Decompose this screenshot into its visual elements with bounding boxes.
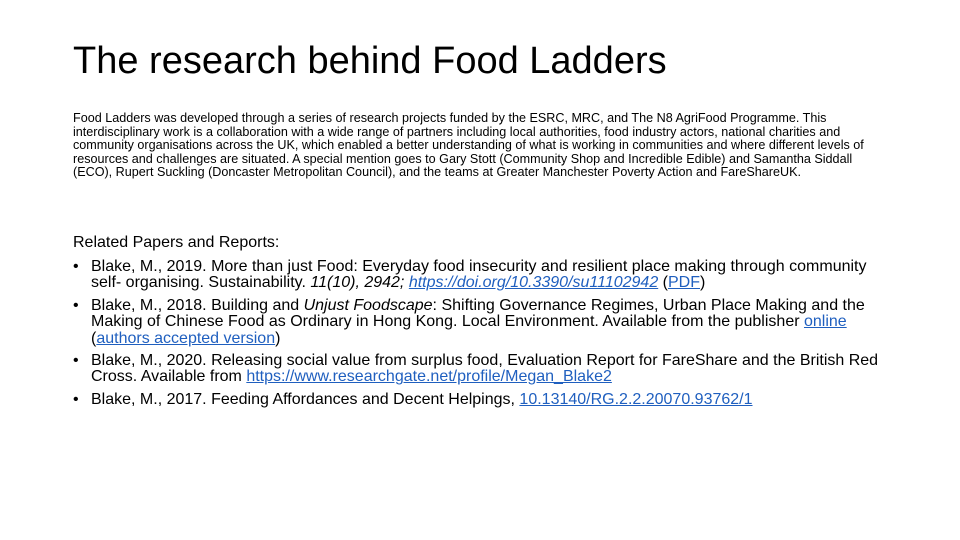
paper-item-4: [73, 392, 893, 408]
citation-text: : Shifting Governance Regimes, Urban Place Making and the Making of Chinese Food as Ordinary in Hong Kong. Local Environment. Available from the publisher: [91, 296, 865, 331]
citation-text: (: [91, 329, 97, 347]
bullet-icon: •: [73, 296, 79, 314]
papers-list: [73, 259, 893, 414]
bullet-icon: •: [73, 258, 79, 275]
bullet-icon: •: [73, 352, 79, 370]
citation-text: Blake, M., 2018. Building and: [91, 296, 304, 314]
citation-italic: Unjust Foodscape: [303, 296, 433, 314]
slide-title: The research behind Food Ladders: [73, 40, 667, 82]
bullet-icon: •: [73, 390, 79, 408]
researchgate-link[interactable]: https://www.researchgate.net/profile/Megan_Blake2: [246, 368, 612, 386]
citation-text: Blake, M., 2019. More than just Food: Everyday food insecurity and resilient place making through community self- organising. Sustainability.: [91, 258, 867, 292]
doi-link[interactable]: https://doi.org/10.3390/su11102942: [408, 274, 659, 292]
pdf-link[interactable]: PDF: [668, 274, 700, 292]
citation-text: ): [275, 329, 281, 347]
paper-item-1: [73, 259, 893, 292]
intro-paragraph: Food Ladders was developed through a series of research projects funded by the ESRC, MRC, and The N8 AgriFood Programme. This interdisciplinary work is a collaboration with a wide range of partners including local authorities, food industry actors, national charities and community organisations across the UK, which enabled a better understanding of what is working in communities and where different levels of resources and challenges are situated. A special mention goes to Gary Stott (Community Shop and Incredible Edible) and Samantha Siddall (ECO), Rupert Suckling (Doncaster Metropolitan Council), and the teams at Greater Manchester Poverty Action and FareShareUK.: [73, 111, 864, 180]
citation-text: (: [658, 274, 668, 292]
accepted-version-link[interactable]: authors accepted version: [96, 329, 276, 347]
paper-item-3: [73, 353, 893, 386]
citation-text: Blake, M., 2020. Releasing social value from surplus food, Evaluation Report for FareShare and the British Red Cross. Available from: [91, 352, 879, 386]
citation-text: Blake, M., 2017. Feeding Affordances and Decent Helpings,: [91, 390, 520, 408]
paper-item-2: [73, 298, 893, 347]
papers-heading: Related Papers and Reports:: [73, 234, 280, 251]
online-link[interactable]: online: [803, 313, 847, 331]
citation-text: ): [700, 274, 706, 292]
doi-link[interactable]: 10.13140/RG.2.2.20070.93762/1: [519, 390, 753, 408]
citation-italic: 11(10), 2942;: [310, 274, 405, 292]
